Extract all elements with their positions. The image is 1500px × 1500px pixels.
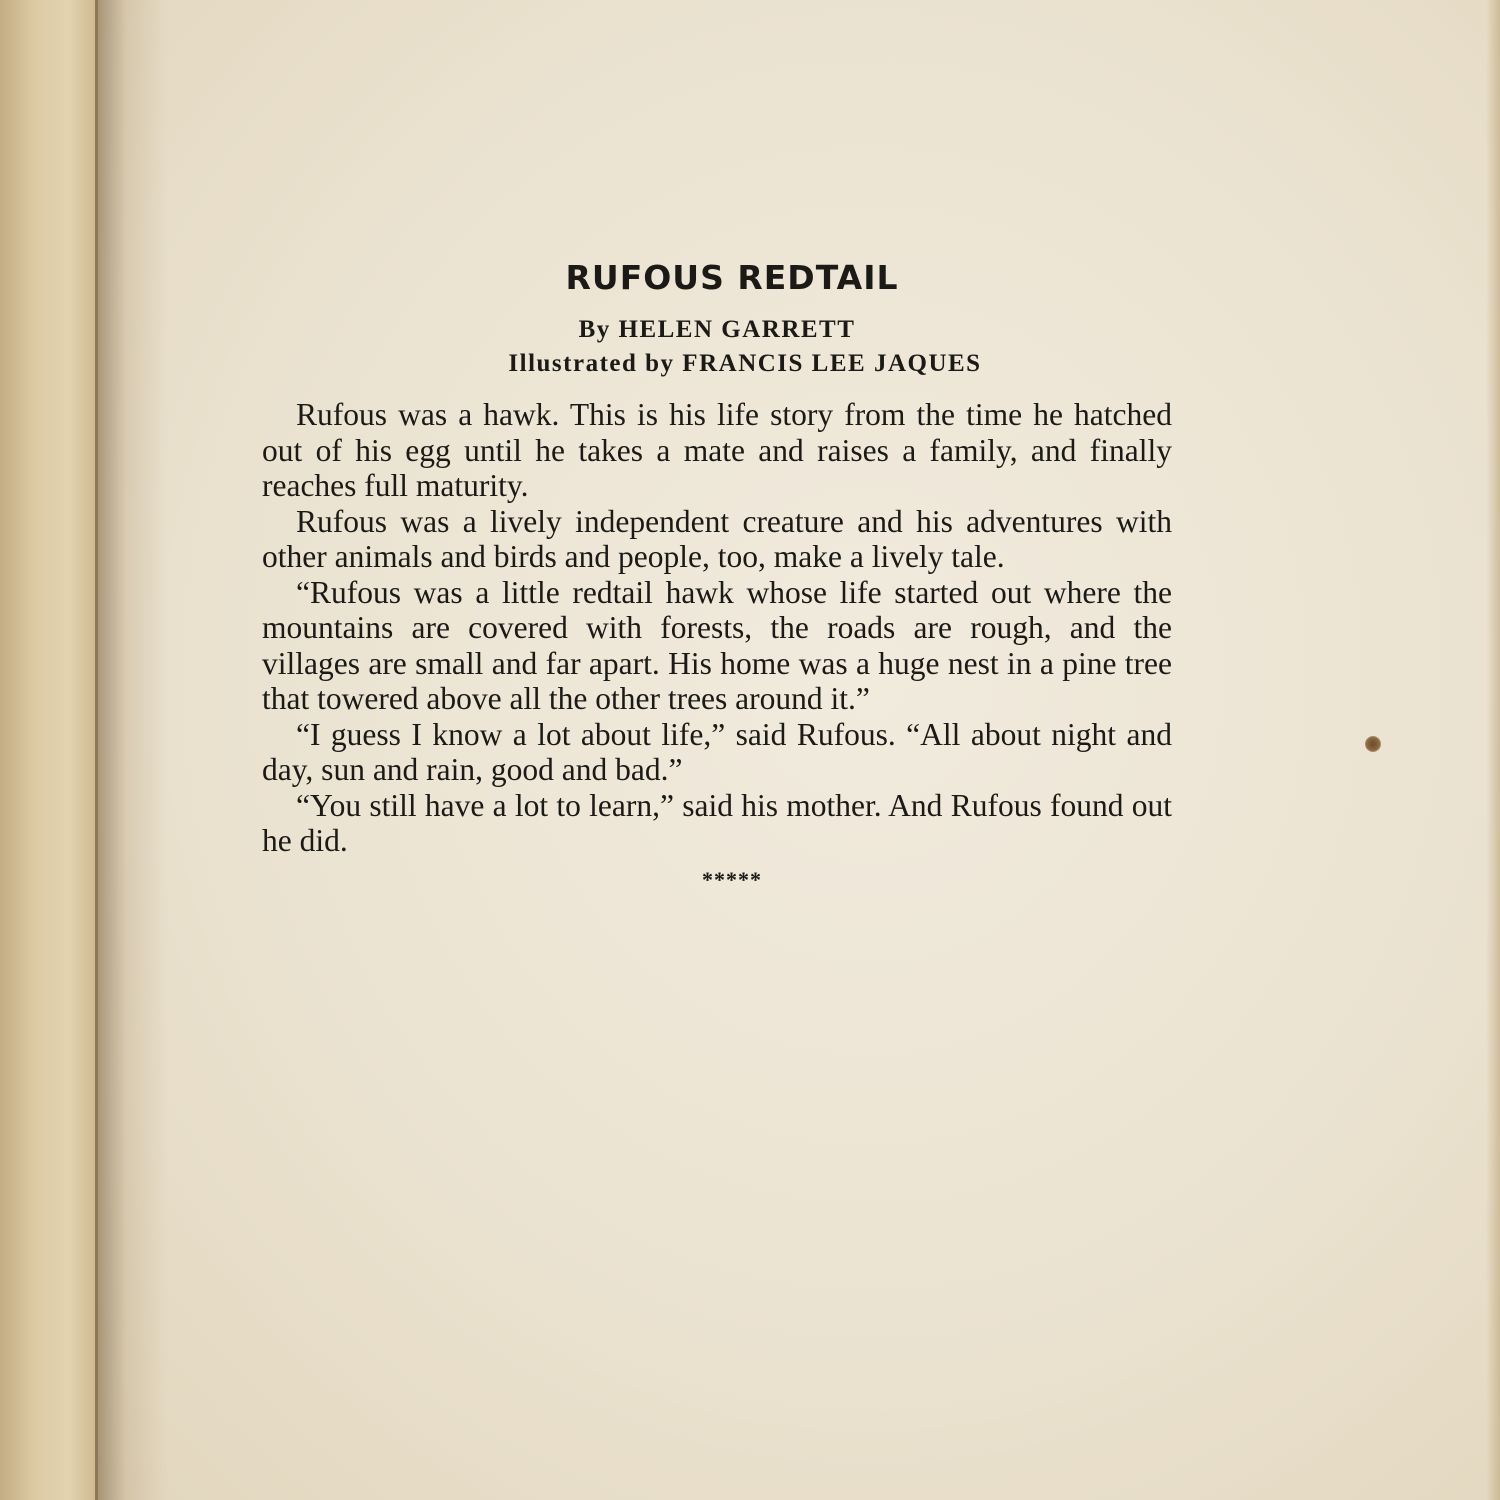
synopsis-body <box>262 397 1172 859</box>
page-gutter-shadow <box>98 0 168 1500</box>
right-page-edge <box>1486 0 1500 1500</box>
book-title: RUFOUS REDTAIL <box>565 258 899 297</box>
paragraph-2: Rufous was a lively independent creature and his adventures with other animals and birds and people, too, make a lively tale. <box>262 503 1172 574</box>
foxing-spot <box>1365 736 1381 752</box>
paragraph-5: “You still have a lot to learn,” said his mother. And Rufous found out he did. <box>262 787 1172 858</box>
page-text-block <box>262 258 1172 893</box>
author-line: By HELEN GARRETT <box>578 316 856 343</box>
illustrator-line: Illustrated by FRANCIS LEE JAQUES <box>508 350 982 377</box>
paragraph-3: “Rufous was a little redtail hawk whose life started out where the mountains are covered with forests, the roads are rough, and the villages are small and far apart. His home was a huge nest in a pine tree that towered above all the other trees around it.” <box>262 574 1172 716</box>
paragraph-4: “I guess I know a lot about life,” said Rufous. “All about night and day, sun and rain, good and bad.” <box>262 716 1172 787</box>
left-page-edge <box>0 0 98 1500</box>
section-break: ***** <box>702 866 762 892</box>
paragraph-1: Rufous was a hawk. This is his life story from the time he hatched out of his egg until he takes a mate and raises a family, and finally reaches full maturity. <box>262 397 1172 503</box>
